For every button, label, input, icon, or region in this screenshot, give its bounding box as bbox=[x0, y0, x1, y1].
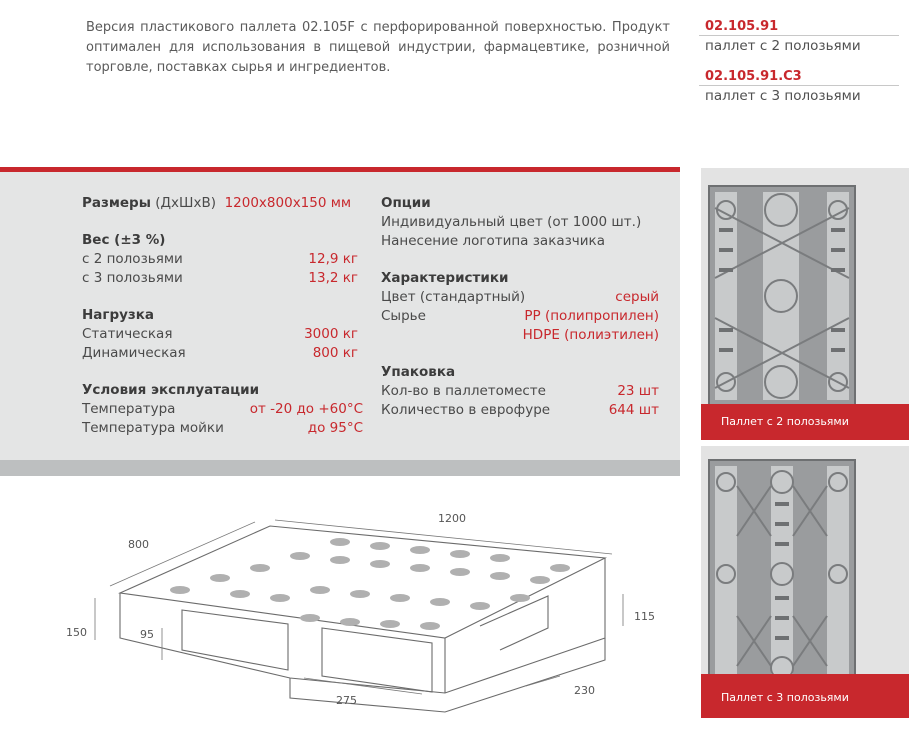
spec-value: HDPE (полиэтилен) bbox=[522, 327, 659, 343]
code-block-2-runners bbox=[699, 18, 909, 56]
spec-column-left bbox=[82, 194, 362, 456]
spec-value: 23 шт bbox=[617, 383, 659, 399]
photo-caption: Паллет с 2 полозьями bbox=[701, 404, 909, 440]
dimension-height: 150 bbox=[66, 626, 87, 639]
spec-value: 13,2 кг bbox=[308, 270, 358, 286]
spec-row bbox=[82, 325, 358, 344]
conditions-group bbox=[82, 381, 363, 438]
spec-row bbox=[381, 288, 659, 307]
dimension-length: 1200 bbox=[438, 512, 466, 525]
pallet-photo-3-runners bbox=[701, 446, 909, 718]
dimension-opening-width: 275 bbox=[336, 694, 357, 707]
options-title: Опции bbox=[381, 195, 431, 211]
characteristics-group bbox=[381, 269, 659, 345]
spec-row bbox=[381, 401, 659, 420]
load-title: Нагрузка bbox=[82, 307, 155, 323]
packing-title: Упаковка bbox=[381, 364, 456, 380]
pallet-top-view-image bbox=[701, 168, 909, 440]
spec-value: 3000 кг bbox=[304, 326, 358, 342]
spec-row bbox=[381, 326, 659, 345]
article-desc: паллет с 3 полозьями bbox=[705, 88, 861, 104]
spec-row bbox=[381, 307, 659, 326]
article-code: 02.105.91.C3 bbox=[699, 68, 899, 86]
spec-row bbox=[82, 344, 358, 363]
dimensions-label: Размеры bbox=[82, 195, 151, 211]
spec-row bbox=[82, 400, 363, 419]
weight-title: Вес (±3 %) bbox=[82, 232, 166, 248]
load-group bbox=[82, 306, 358, 363]
grey-footer-strip bbox=[0, 460, 680, 476]
spec-label: Кол-во в паллетоместе bbox=[381, 383, 546, 399]
dimensions-sub: (ДхШхВ) bbox=[155, 195, 216, 211]
spec-row bbox=[82, 269, 358, 288]
spec-label: с 2 полозьями bbox=[82, 251, 183, 267]
option-line: Нанесение логотипа заказчика bbox=[381, 233, 605, 249]
spec-row bbox=[82, 250, 358, 269]
article-desc: паллет с 2 полозьями bbox=[705, 38, 861, 54]
spec-row bbox=[381, 382, 659, 401]
red-divider bbox=[0, 167, 680, 172]
code-block-3-runners bbox=[699, 68, 909, 106]
packing-group bbox=[381, 363, 659, 420]
spec-label: Сырье bbox=[381, 308, 426, 324]
option-line: Индивидуальный цвет (от 1000 шт.) bbox=[381, 214, 642, 230]
product-description: Версия пластикового паллета 02.105F с перфорированной поверхностью. Продукт оптимален для использования в пищевой индустрии, фармацевтике, розничной торговле, поставках сырья и ингредиентов. bbox=[86, 20, 670, 75]
spec-label: Динамическая bbox=[82, 345, 186, 361]
dimensions-value: 1200x800x150 мм bbox=[224, 195, 352, 211]
article-codes bbox=[699, 18, 909, 118]
spec-row bbox=[82, 419, 363, 438]
dimension-opening-height: 95 bbox=[140, 628, 154, 641]
dimension-width: 800 bbox=[128, 538, 149, 551]
spec-label: Температура мойки bbox=[82, 420, 224, 436]
dimensions-group bbox=[82, 194, 362, 213]
article-code: 02.105.91 bbox=[699, 18, 899, 36]
spec-value: РР (полипропилен) bbox=[524, 308, 659, 324]
characteristics-title: Характеристики bbox=[381, 270, 509, 286]
spec-label: Количество в еврофуре bbox=[381, 402, 551, 418]
spec-label: Цвет (стандартный) bbox=[381, 289, 526, 305]
spec-value: 800 кг bbox=[312, 345, 358, 361]
spec-label: Статическая bbox=[82, 326, 173, 342]
conditions-title: Условия эксплуатации bbox=[82, 382, 260, 398]
spec-value: до 95°С bbox=[307, 420, 363, 436]
spec-label: Температура bbox=[82, 401, 176, 417]
dimension-runner-width: 230 bbox=[574, 684, 595, 697]
spec-value: серый bbox=[615, 289, 659, 305]
spec-label: с 3 полозьями bbox=[82, 270, 183, 286]
photo-caption: Паллет с 3 полозьями bbox=[701, 674, 909, 718]
pallet-photo-2-runners bbox=[701, 168, 909, 440]
pallet-technical-drawing bbox=[60, 498, 670, 723]
options-group bbox=[381, 194, 661, 251]
spec-value: от -20 до +60°С bbox=[249, 401, 363, 417]
spec-column-right bbox=[381, 194, 661, 438]
spec-value: 12,9 кг bbox=[308, 251, 358, 267]
dimension-runner-height: 115 bbox=[634, 610, 655, 623]
weight-group bbox=[82, 231, 358, 288]
spec-value: 644 шт bbox=[608, 402, 659, 418]
